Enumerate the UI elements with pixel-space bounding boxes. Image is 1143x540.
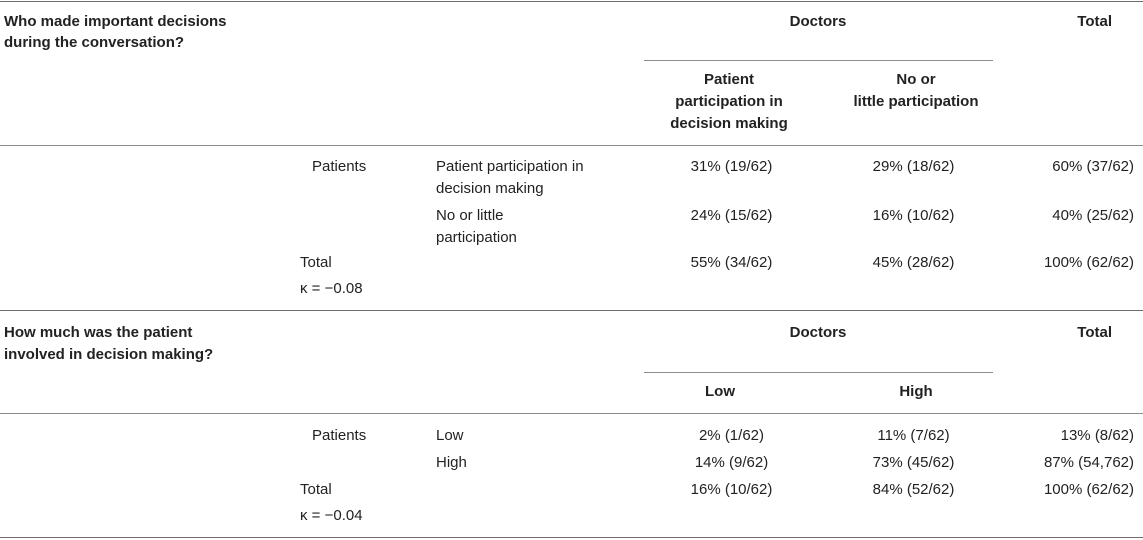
doctors-underline-2 xyxy=(644,372,993,373)
total-row-cell-1-s2: 16% (10/62) xyxy=(690,481,773,498)
total-row-label-1: Total xyxy=(300,254,332,271)
kappa-1: κ = −0.08 xyxy=(300,280,363,297)
total-header-2: Total xyxy=(1077,324,1112,341)
table-bottom-rule xyxy=(0,537,1143,538)
question-2-line-1: How much was the patient xyxy=(4,324,193,341)
row1-label-line-1: Patient participation in xyxy=(436,158,584,175)
col1-header-line-1: Patient xyxy=(703,71,754,88)
total-row-cell-2: 45% (28/62) xyxy=(872,254,955,271)
row2-cell-2: 16% (10/62) xyxy=(872,207,955,224)
doctors-underline-1 xyxy=(644,60,993,61)
row2-label-line-1: No or little xyxy=(436,207,504,224)
header-rule-2 xyxy=(0,413,1143,414)
total-row-label-2: Total xyxy=(300,481,332,498)
row2-cell-total: 40% (25/62) xyxy=(1052,207,1134,224)
row1-cell-1-s2: 2% (1/62) xyxy=(698,427,765,444)
col1-header-line-3: decision making xyxy=(670,115,788,132)
row1-cell-1: 31% (19/62) xyxy=(690,158,773,175)
row2-cell-1-s2: 14% (9/62) xyxy=(694,454,769,471)
total-row-cell-total-s2: 100% (62/62) xyxy=(1043,481,1134,498)
row2-label-line-2: participation xyxy=(436,229,517,246)
section-divider xyxy=(0,310,1143,311)
row2-cell-1: 24% (15/62) xyxy=(690,207,773,224)
header-rule-1 xyxy=(0,145,1143,146)
question-1-line-2: during the conversation? xyxy=(4,34,185,51)
row2-cell-2-s2: 73% (45/62) xyxy=(872,454,955,471)
col2-header-2: High xyxy=(899,383,933,400)
patients-label-1: Patients xyxy=(312,158,367,175)
col2-header-line-1: No or xyxy=(896,71,936,88)
row2-label-2: High xyxy=(436,454,467,471)
doctors-header-1: Doctors xyxy=(789,13,847,30)
kappa-2: κ = −0.04 xyxy=(300,507,363,524)
row1-label-2: Low xyxy=(436,427,464,444)
doctors-header-2: Doctors xyxy=(789,324,847,341)
total-header-1: Total xyxy=(1077,13,1112,30)
table-top-rule xyxy=(0,1,1143,2)
patients-label-2: Patients xyxy=(312,427,367,444)
question-1-line-1: Who made important decisions xyxy=(4,13,227,30)
row1-cell-2: 29% (18/62) xyxy=(872,158,955,175)
col2-header-line-2: little participation xyxy=(853,93,979,110)
row1-cell-2-s2: 11% (7/62) xyxy=(877,427,950,444)
total-row-cell-total: 100% (62/62) xyxy=(1043,254,1134,271)
col1-header-2: Low xyxy=(705,383,735,400)
row1-label-line-2: decision making xyxy=(436,180,544,197)
row1-cell-total-s2: 13% (8/62) xyxy=(1060,427,1134,444)
row2-cell-total-s2: 87% (54,762) xyxy=(1043,454,1134,471)
total-row-cell-1: 55% (34/62) xyxy=(690,254,773,271)
col1-header-line-2: participation in xyxy=(675,93,783,110)
total-row-cell-2-s2: 84% (52/62) xyxy=(872,481,955,498)
question-2-line-2: involved in decision making? xyxy=(4,346,214,363)
row1-cell-total: 60% (37/62) xyxy=(1052,158,1134,175)
